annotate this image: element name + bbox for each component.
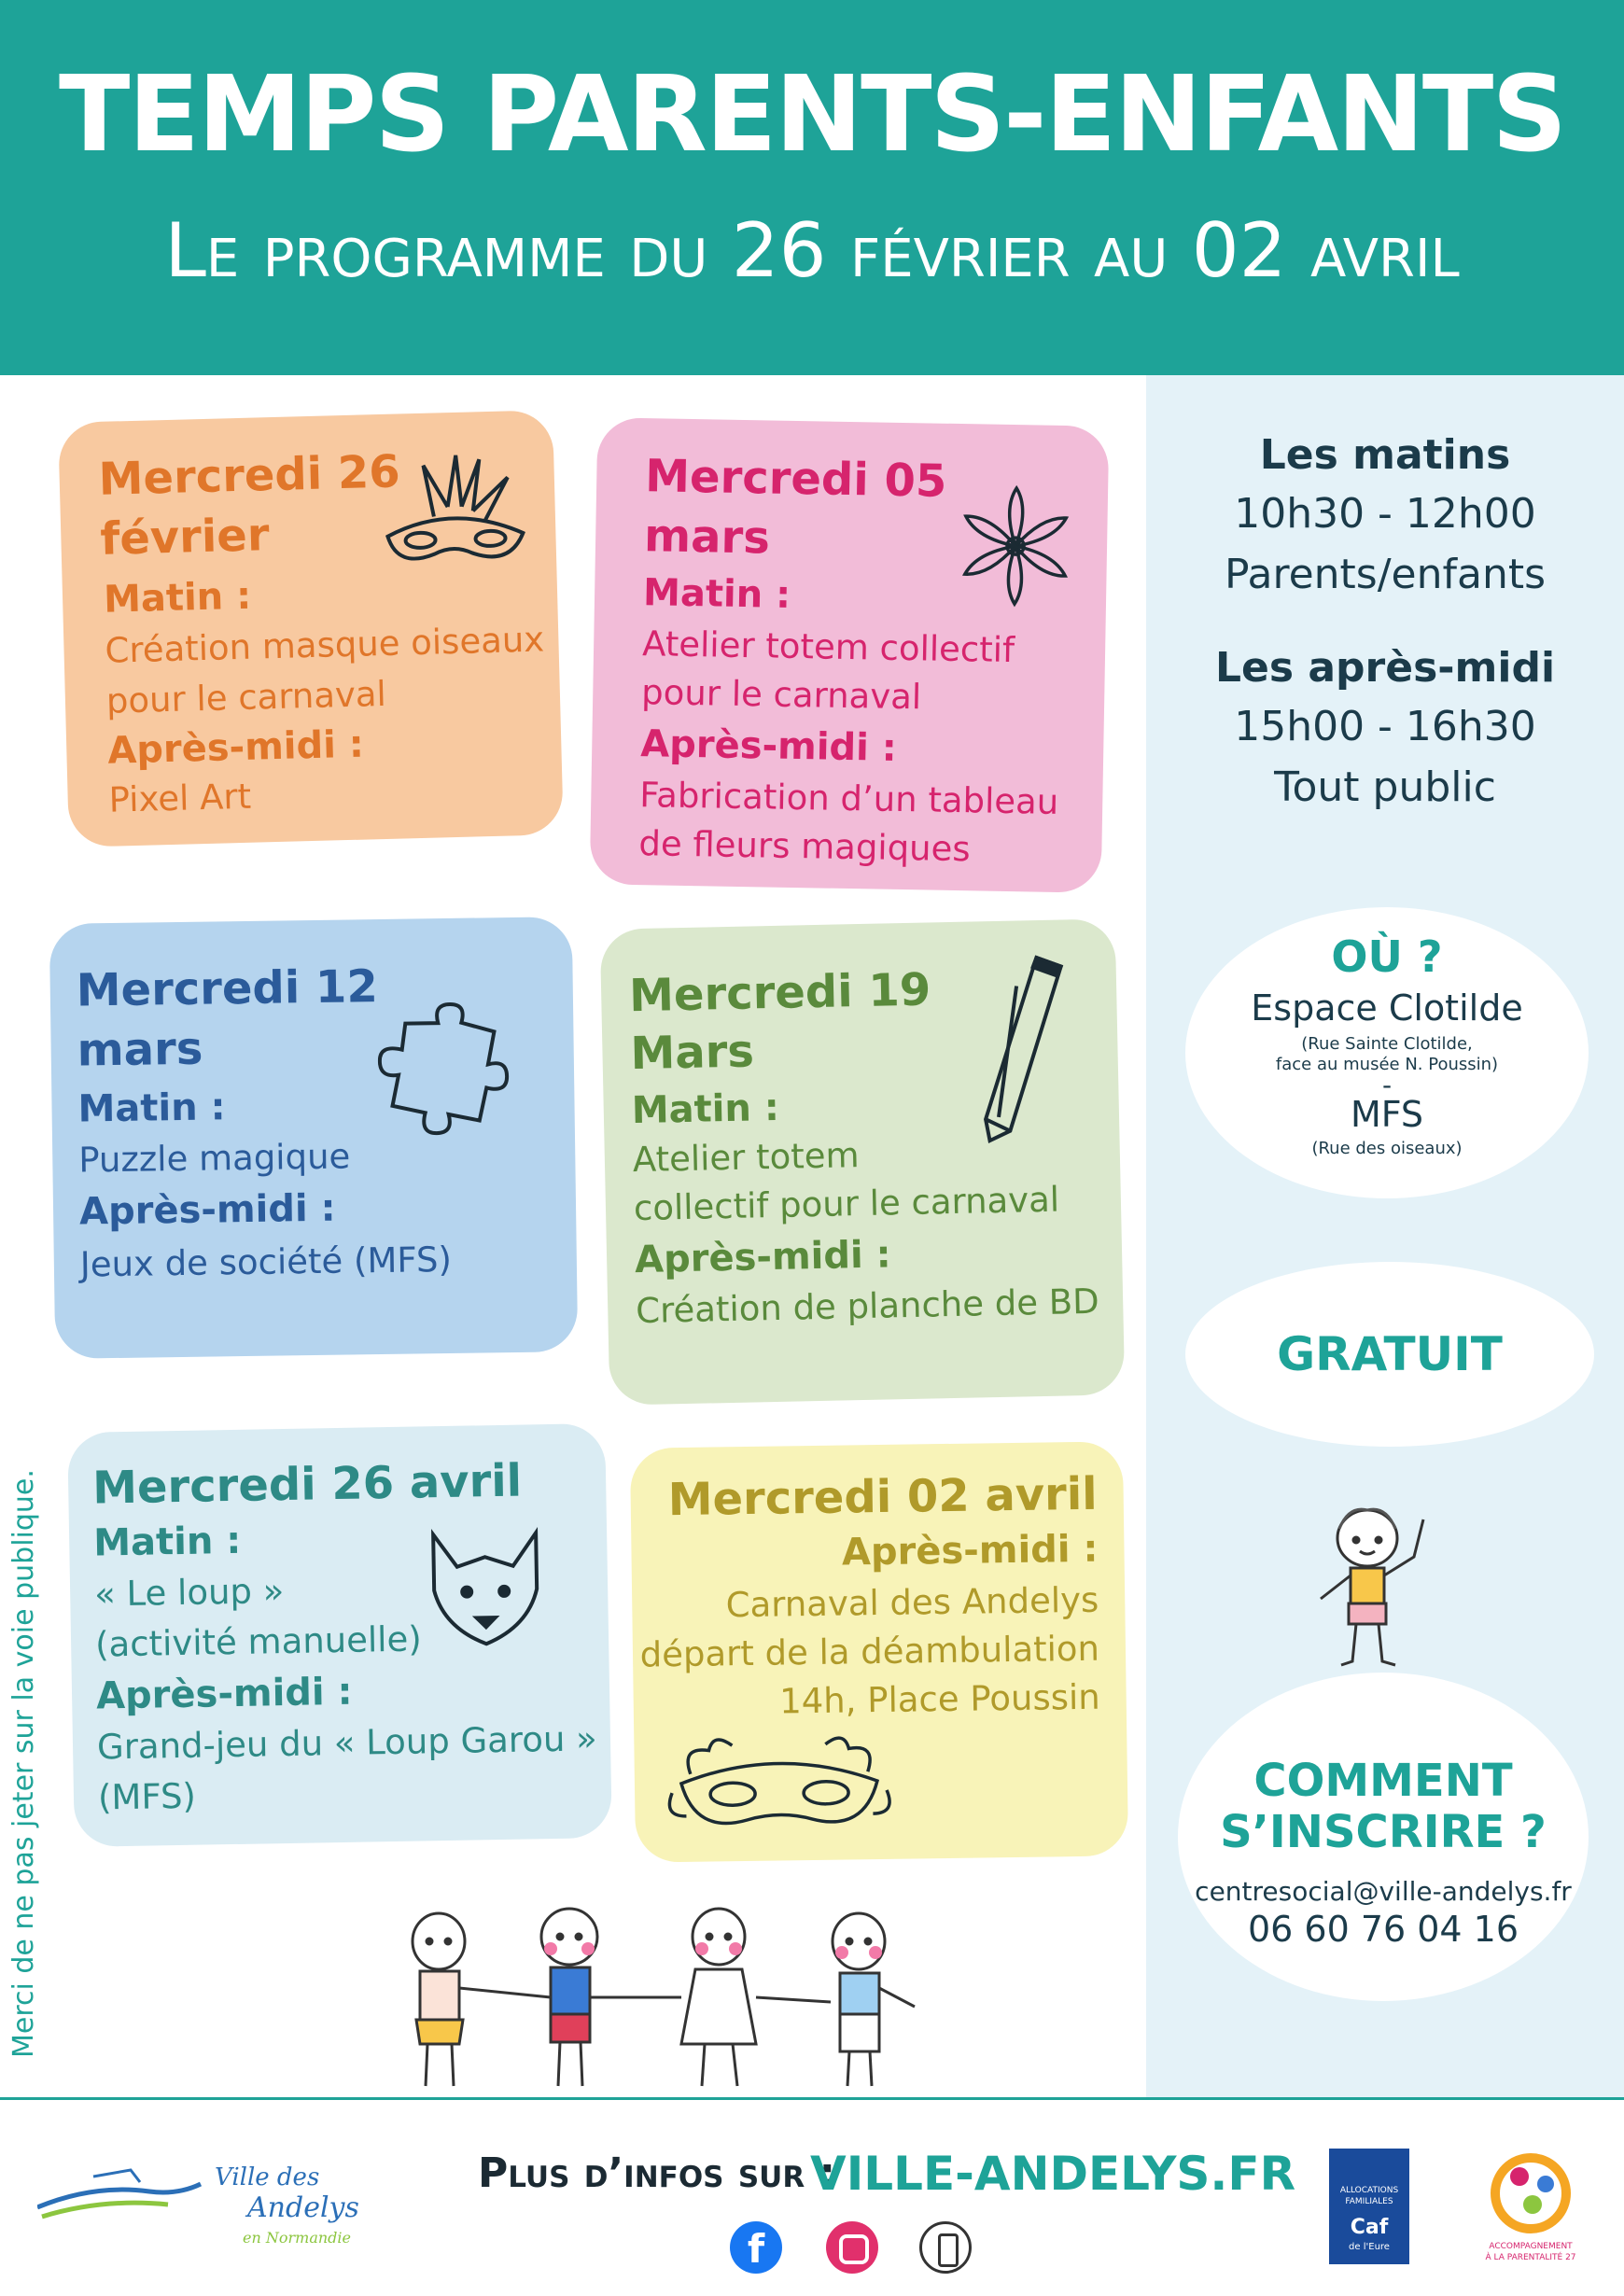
card-mar-12: [49, 917, 578, 1359]
afternoon-text-line1: Création de planche de BD: [635, 1281, 1100, 1332]
morning-label: Matin :: [631, 1085, 780, 1133]
infos-label: Plus d’infos sur :: [478, 2149, 836, 2197]
page-subtitle: Le programme du 26 février au 02 avril: [164, 207, 1460, 294]
morning-text-line1: Création masque oiseaux: [104, 619, 545, 671]
morning-text-line1: Atelier totem: [632, 1135, 860, 1181]
morning-text-line1: « Le loup »: [93, 1571, 285, 1615]
card-title: Mercredi 05: [644, 450, 947, 508]
morning-text-line1: Atelier totem collectif: [641, 623, 1015, 671]
location-title: OÙ ?: [1331, 931, 1443, 982]
card-mar-19: [600, 918, 1126, 1405]
morning-label: Matin :: [77, 1085, 226, 1131]
phone-app-icon[interactable]: [919, 2221, 972, 2274]
location-place1-detail1: (Rue Sainte Clotilde,: [1301, 1034, 1473, 1054]
location-dash: -: [1381, 1070, 1393, 1100]
location-place1-detail2: face au musée N. Poussin): [1275, 1055, 1499, 1074]
apm-public: Tout public: [1274, 763, 1496, 811]
infos-url[interactable]: VILLE-ANDELYS.FR: [810, 2147, 1296, 2201]
caf-logo: [1329, 2149, 1409, 2264]
afternoon-label: Après-midi :: [78, 1186, 336, 1234]
afternoon-text-line2: (MFS): [97, 1775, 197, 1818]
logo-line3: en Normandie: [243, 2229, 351, 2247]
gratuit-label: GRATUIT: [1277, 1327, 1503, 1381]
afternoon-text-line1: Fabrication d’un tableau: [638, 775, 1059, 822]
apm-time: 15h00 - 16h30: [1234, 703, 1536, 750]
afternoon-text-line2: de fleurs magiques: [638, 823, 972, 870]
morning-text-line2: (activité manuelle): [94, 1618, 423, 1665]
venetian-mask-icon: [662, 1725, 897, 1849]
logo-line1: Ville des: [215, 2163, 320, 2191]
location-place1: Espace Clotilde: [1251, 987, 1523, 1029]
afternoon-text-line2: départ de la déambulation: [639, 1628, 1100, 1675]
morning-label: Matin :: [92, 1519, 242, 1565]
afternoon-text-line1: Jeux de société (MFS): [79, 1239, 453, 1285]
parentalite-logo: [1484, 2147, 1577, 2240]
matins-time: 10h30 - 12h00: [1234, 490, 1536, 538]
card-title-line2: Mars: [629, 1025, 755, 1081]
afternoon-text-line3: 14h, Place Poussin: [778, 1676, 1100, 1722]
parentalite-line1: ACCOMPAGNEMENT: [1489, 2242, 1573, 2251]
caf-line3: Caf: [1350, 2216, 1389, 2239]
caf-line1: ALLOCATIONS: [1339, 2186, 1399, 2195]
card-title-line2: mars: [77, 1022, 203, 1077]
morning-text-line2: collectif pour le carnaval: [633, 1179, 1060, 1229]
card-title: Mercredi 26: [98, 445, 401, 506]
register-title-line1: COMMENT: [1253, 1755, 1513, 1807]
afternoon-label: Après-midi :: [841, 1527, 1099, 1575]
afternoon-label: Après-midi :: [106, 722, 365, 773]
parentalite-line2: À LA PARENTALITÉ 27: [1485, 2253, 1576, 2262]
footer-divider: [0, 2097, 1624, 2100]
apm-label: Les après-midi: [1214, 644, 1556, 692]
card-title: Mercredi 12: [76, 960, 379, 1017]
flower-icon: [940, 480, 1091, 613]
ville-andelys-logo-mark: [37, 2165, 205, 2221]
morning-text-line2: pour le carnaval: [105, 673, 387, 721]
caf-line2: FAMILIALES: [1345, 2197, 1393, 2206]
afternoon-label: Après-midi :: [634, 1233, 892, 1282]
carnival-mask-icon: [367, 444, 539, 580]
card-title-line2: février: [99, 509, 271, 566]
morning-label: Matin :: [642, 571, 791, 617]
side-note: Merci de ne pas jeter sur la voie publique.: [7, 1469, 40, 2058]
card-title: Mercredi 19: [628, 963, 931, 1023]
facebook-icon[interactable]: f: [730, 2221, 782, 2274]
instagram-icon[interactable]: [826, 2221, 878, 2274]
afternoon-text-line1: Pixel Art: [108, 776, 252, 820]
register-phone[interactable]: 06 60 76 04 16: [1247, 1909, 1519, 1950]
location-place2-detail: (Rue des oiseaux): [1311, 1139, 1463, 1158]
afternoon-text-line1: Grand-jeu du « Loup Garou »: [96, 1718, 598, 1768]
logo-line2: Andelys: [247, 2191, 359, 2224]
register-title-line2: S’INSCRIRE ?: [1220, 1806, 1547, 1858]
morning-text-line2: pour le carnaval: [640, 672, 922, 718]
wolf-icon: [414, 1514, 557, 1657]
morning-label: Matin :: [103, 574, 252, 622]
caf-line4: de l'Eure: [1349, 2242, 1390, 2252]
waving-child-illustration: [1293, 1501, 1461, 1678]
card-title: Mercredi 26 avril: [91, 1454, 523, 1515]
matins-public: Parents/enfants: [1224, 551, 1547, 598]
children-illustration: [383, 1904, 943, 2100]
card-mar-05: [590, 417, 1110, 892]
card-title: Mercredi 02 avril: [667, 1467, 1099, 1527]
pencil-icon: [969, 947, 1076, 1155]
matins-label: Les matins: [1259, 431, 1511, 479]
page-title: TEMPS PARENTS-ENFANTS: [59, 54, 1565, 175]
afternoon-label: Après-midi :: [639, 722, 898, 770]
register-email[interactable]: centresocial@ville-andelys.fr: [1195, 1876, 1572, 1907]
card-feb-26: [58, 410, 564, 847]
card-apr-26: [67, 1423, 612, 1847]
puzzle-icon: [377, 994, 538, 1145]
afternoon-label: Après-midi :: [95, 1670, 353, 1718]
location-place2: MFS: [1350, 1094, 1424, 1135]
card-title-line2: mars: [643, 510, 771, 565]
afternoon-text-line1: Carnaval des Andelys: [725, 1579, 1099, 1626]
morning-text-line1: Puzzle magique: [78, 1136, 351, 1181]
card-apr-02: [630, 1441, 1128, 1862]
